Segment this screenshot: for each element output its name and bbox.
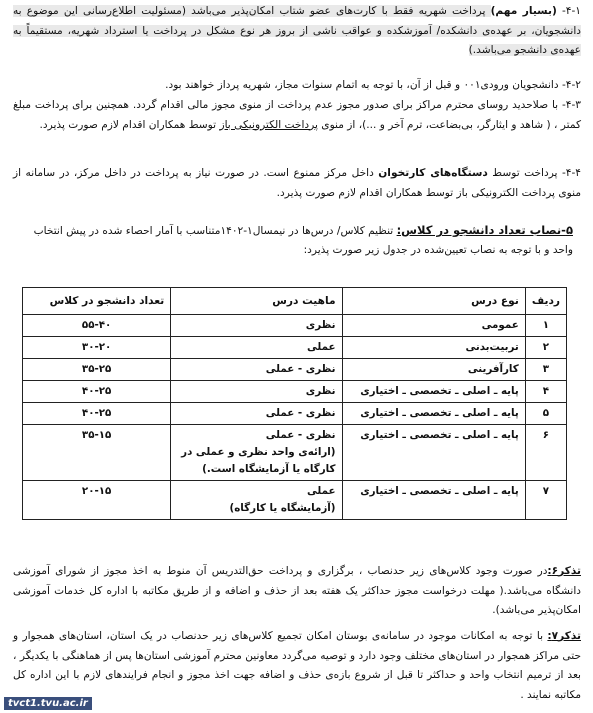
course-nature-main: عملی	[306, 485, 336, 497]
row-number: ۷	[525, 481, 566, 520]
course-nature-detail: (ارائه‌ی واحد نظری و عملی در کارگاه یا آزمایشگاه است.)	[181, 446, 336, 475]
student-range: ۴۰-۲۵	[23, 381, 171, 403]
course-nature-detail: (آزمایشگاه یا کارگاه)	[229, 502, 336, 514]
paragraph-4-3	[13, 96, 581, 135]
course-type: کارآفرینی	[342, 359, 525, 381]
student-range: ۳۵-۱۵	[23, 425, 171, 481]
student-range: ۴۰-۲۵	[23, 403, 171, 425]
row-number: ۲	[525, 337, 566, 359]
row-number: ۶	[525, 425, 566, 481]
course-type: پایه ـ اصلی ـ تخصصی ـ اختیاری	[342, 425, 525, 481]
table-row	[23, 425, 567, 481]
para-4-4-bold: دستگاه‌های کارتخوان	[378, 167, 488, 179]
class-quota-table	[22, 287, 567, 520]
course-nature-main: نظری	[305, 385, 336, 397]
note-7-label: تذکر۷:	[547, 630, 581, 642]
course-nature-main: نظری	[305, 319, 336, 331]
header-row-number: ردیف	[525, 288, 566, 315]
section-5	[13, 221, 573, 260]
course-nature	[171, 403, 342, 425]
paragraph-4-4	[13, 164, 581, 203]
paragraph-4-1	[13, 2, 581, 61]
student-range: ۵۵-۴۰	[23, 315, 171, 337]
course-nature	[171, 481, 342, 520]
course-nature-main: نظری - عملی	[265, 407, 336, 419]
para-4-4-text2: داخل مرکز ممنوع است. در صورت نیاز به پرداخت در داخل مرکز، در سامانه از منوی پرداخت الکترونیکی باز توسط همکاران اقدام لازم صورت پذیرد.	[13, 167, 581, 199]
table-row	[23, 381, 567, 403]
header-student-count: تعداد دانشجو در کلاس	[23, 288, 171, 315]
course-nature	[171, 315, 342, 337]
table-row	[23, 403, 567, 425]
course-type: تربیت‌بدنی	[342, 337, 525, 359]
note-7	[13, 627, 581, 705]
course-type: عمومی	[342, 315, 525, 337]
para-4-1-number: ۴-۱-	[556, 5, 581, 17]
para-4-3-text2: توسط همکاران اقدام لازم صورت پذیرد.	[39, 118, 220, 131]
paragraph-4-2: ۴-۲- دانشجویان ورودی۰۰۱ و قبل از آن، با توجه به اتمام سنوات مجاز، شهریه پرداز خواهند بود.	[165, 79, 581, 91]
student-range: ۳۵-۲۵	[23, 359, 171, 381]
header-course-type: نوع درس	[342, 288, 525, 315]
table-row	[23, 481, 567, 520]
note-7-text: با توجه به امکانات موجود در سامانه‌ی بوستان امکان تجمیع کلاس‌های زیر حدنصاب در یک استان، استان‌های همجوار و حتی مراکز همجوار در استان‌های مختلف وجود دارد و توصیه می‌گردد معاونین محترم آموزشی استان‌ها پس از هماهنگی با یکدیگر ، بعد از ترمیم انتخاب واحد و حداکثر تا قبل از شروع بازه‌ی حذف و اضافه جهت اخذ مجوز و انجام فرایندهای لازم با این اداره کل مکاتبه نمایند .	[13, 630, 581, 701]
para-4-1-text: پرداخت شهریه فقط با کارت‌های عضو شتاب امکان‌پذیر می‌باشد (مسئولیت اطلاع‌رسانی این موضوع به دانشجویان، بر عهده‌ی دانشکده/ آموزشکده و عواقب ناشی از بروز هر نوع مشکل در پرداخت یا استرداد شهریه، مستقیماً به عهده‌ی دانشجو می‌باشد.)	[13, 5, 581, 56]
course-nature	[171, 425, 342, 481]
course-nature	[171, 359, 342, 381]
para-4-3-underline: پرداخت الکترونیکی باز	[219, 118, 318, 131]
table-row	[23, 337, 567, 359]
course-type: پایه ـ اصلی ـ تخصصی ـ اختیاری	[342, 481, 525, 520]
course-nature-main: عملی	[306, 341, 336, 353]
row-number: ۳	[525, 359, 566, 381]
section-5-heading: ۵-نصاب تعداد دانشجو در کلاس:	[396, 223, 573, 237]
course-type: پایه ـ اصلی ـ تخصصی ـ اختیاری	[342, 381, 525, 403]
course-type: پایه ـ اصلی ـ تخصصی ـ اختیاری	[342, 403, 525, 425]
row-number: ۵	[525, 403, 566, 425]
row-number: ۴	[525, 381, 566, 403]
header-course-nature: ماهیت درس	[171, 288, 342, 315]
course-nature-main: نظری - عملی	[265, 429, 336, 441]
student-range: ۳۰-۲۰	[23, 337, 171, 359]
table-row	[23, 315, 567, 337]
row-number: ۱	[525, 315, 566, 337]
section-5-text: تنظیم کلاس/ درس‌ها در نیمسال۱-۱۴۰۲متناسب با آمار احصاء شده در پیش انتخاب واحد و با توجه به نصاب تعیین‌شده در جدول زیر صورت پذیرد:	[33, 225, 573, 256]
course-nature	[171, 337, 342, 359]
para-4-1-lead: (بسیار مهم)	[490, 5, 557, 17]
student-range: ۲۰-۱۵	[23, 481, 171, 520]
site-watermark: tvct1.tvu.ac.ir	[4, 697, 92, 710]
note-6	[13, 562, 581, 621]
course-nature-main: نظری - عملی	[265, 363, 336, 375]
table-header-row	[23, 288, 567, 315]
para-4-3-text1: ۴-۳- با صلاحدید روسای محترم مراکز برای صدور مجوز عدم پرداخت از منوی مجوز مالی اقدام گردد. همچنین برای پرداخت مبلغ کمتر ، ( شاهد و ایثارگر، بی‌بضاعت، ترم آخر و ...)، از منوی	[13, 99, 581, 131]
para-4-4-text1: ۴-۴- پرداخت توسط	[487, 167, 581, 179]
table-row	[23, 359, 567, 381]
note-6-text: در صورت وجود کلاس‌های زیر حدنصاب ، برگزاری و پرداخت حق‌التدریس آن منوط به اخذ مجوز از شورای آموزشی دانشگاه می‌باشد.( مهلت درخواست مجوز حداکثر یک هفته بعد از حذف و اضافه و از طریق مکاتبه با اداره کل خدمات آموزشی امکان‌پذیر می‌باشد).	[13, 565, 581, 616]
note-6-label: تذکر۶:	[547, 565, 581, 577]
course-nature	[171, 381, 342, 403]
